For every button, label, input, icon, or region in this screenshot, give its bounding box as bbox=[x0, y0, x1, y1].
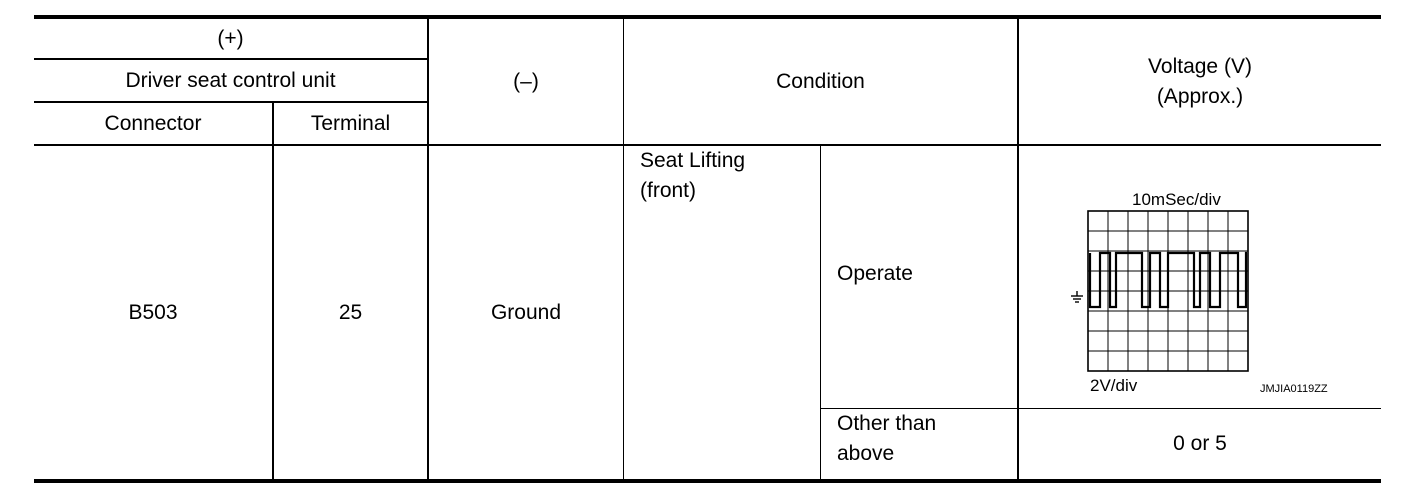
ground-marker bbox=[1071, 291, 1083, 302]
condition-line2: (front) bbox=[640, 179, 697, 202]
waveform-graphic bbox=[1050, 188, 1350, 398]
state-other-line1: Other than bbox=[837, 412, 937, 435]
voltage-other-value: 0 or 5 bbox=[1173, 432, 1227, 455]
header-terminal bbox=[274, 103, 427, 144]
header-unit bbox=[34, 60, 427, 101]
cell-condition bbox=[640, 146, 818, 479]
header-condition-text: Condition bbox=[776, 69, 865, 93]
state-operate-text: Operate bbox=[837, 262, 913, 285]
header-unit-text: Driver seat control unit bbox=[125, 68, 336, 92]
condition-line1: Seat Lifting bbox=[640, 149, 746, 172]
header-voltage bbox=[1019, 19, 1381, 144]
header-plus-text: (+) bbox=[217, 26, 244, 50]
header-voltage-line2: (Approx.) bbox=[1156, 84, 1244, 108]
cell-voltage-other bbox=[1019, 409, 1381, 479]
connector-value: B503 bbox=[128, 300, 178, 324]
header-minus bbox=[429, 19, 623, 144]
col-divider-4 bbox=[820, 145, 821, 481]
cell-connector bbox=[34, 146, 272, 479]
terminal-value: 25 bbox=[338, 300, 363, 324]
bottom-border bbox=[34, 479, 1381, 483]
header-terminal-text: Terminal bbox=[310, 111, 391, 135]
header-plus bbox=[34, 19, 427, 58]
header-connector bbox=[34, 103, 272, 144]
cell-minus bbox=[429, 146, 623, 479]
time-div-label: 10mSec/div bbox=[1132, 190, 1221, 209]
header-condition bbox=[624, 19, 1017, 144]
minus-value: Ground bbox=[490, 300, 562, 324]
header-connector-text: Connector bbox=[104, 111, 202, 135]
figure-id-label: JMJIA0119ZZ bbox=[1260, 383, 1328, 395]
oscilloscope-waveform bbox=[1050, 188, 1350, 398]
cell-state-other bbox=[837, 409, 1015, 479]
header-voltage-line1: Voltage (V) bbox=[1148, 54, 1252, 78]
square-wave-trace bbox=[1090, 253, 1247, 307]
volt-div-label: 2V/div bbox=[1090, 376, 1138, 395]
cell-state-operate bbox=[837, 146, 1015, 408]
header-minus-text: (–) bbox=[513, 69, 539, 93]
cell-terminal bbox=[274, 146, 427, 479]
state-other-line2: above bbox=[837, 442, 895, 465]
